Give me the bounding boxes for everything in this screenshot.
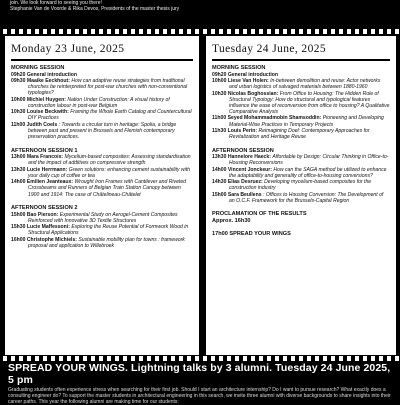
film-perforation bbox=[115, 356, 119, 361]
film-perforation bbox=[203, 29, 207, 34]
film-perforation bbox=[131, 29, 135, 34]
entry-speaker: General introduction bbox=[227, 71, 278, 78]
film-perforation bbox=[75, 356, 79, 361]
film-perforation bbox=[179, 29, 183, 34]
film-perforation bbox=[323, 356, 327, 361]
entry-time: 13h30 bbox=[11, 166, 26, 173]
film-perforation bbox=[27, 356, 31, 361]
monday-afternoon2-list bbox=[11, 212, 193, 249]
entry-speaker: Maaike Eeckhout: bbox=[26, 78, 70, 85]
entry-title: Exploring the Reuse Potential of Formwork Wood in Structural Applications bbox=[28, 224, 189, 237]
film-perforation bbox=[19, 356, 23, 361]
schedule-entry bbox=[11, 122, 193, 140]
film-perforation bbox=[275, 29, 279, 34]
film-perforation bbox=[227, 356, 231, 361]
schedule-entry bbox=[212, 167, 390, 179]
monday-morning-list bbox=[11, 72, 193, 141]
schedule-entry bbox=[11, 167, 193, 179]
proclamation-time: Approx. 16h30 bbox=[212, 218, 251, 225]
film-perforation bbox=[219, 29, 223, 34]
intro-text bbox=[10, 0, 395, 12]
film-perforation bbox=[227, 29, 231, 34]
film-perforation bbox=[211, 356, 215, 361]
film-perforation bbox=[235, 29, 239, 34]
entry-title: Affordable by Design: Circular Thinking in Office-to-Housing Reconversions bbox=[229, 154, 389, 167]
film-perforation bbox=[259, 29, 263, 34]
entry-title: Mycelium-based composites: Assessing standardisation and the impact of additives on compressive strength bbox=[28, 154, 191, 167]
schedule-entry bbox=[11, 212, 193, 224]
film-perforation bbox=[179, 356, 183, 361]
film-perforation bbox=[347, 356, 351, 361]
entry-speaker: Michiel Huygen: bbox=[26, 96, 66, 103]
film-perforation bbox=[259, 356, 263, 361]
monday-morning-heading: MORNING SESSION bbox=[11, 65, 65, 71]
entry-time: 13h30 bbox=[212, 154, 227, 161]
film-perforation bbox=[107, 356, 111, 361]
film-perforation bbox=[395, 356, 399, 361]
film-perforation bbox=[243, 356, 247, 361]
film-perforation bbox=[139, 356, 143, 361]
schedule-entry bbox=[11, 72, 193, 78]
entry-speaker: Elias Desruez: bbox=[227, 179, 263, 186]
film-perforation bbox=[171, 356, 175, 361]
schedule-entry bbox=[11, 179, 193, 197]
film-perforation bbox=[315, 29, 319, 34]
entry-speaker: Christophe Michiels: bbox=[26, 236, 77, 243]
film-perforation bbox=[155, 29, 159, 34]
entry-speaker: Sara Beullens bbox=[227, 191, 262, 198]
film-perforation bbox=[123, 29, 127, 34]
schedule-entry bbox=[212, 78, 390, 90]
entry-speaker: Louise Beckwith: bbox=[26, 109, 69, 116]
entry-time: 16h00 bbox=[11, 236, 26, 243]
filmstrip-top bbox=[0, 28, 400, 36]
entry-time: 10h30 bbox=[11, 109, 26, 116]
film-perforation bbox=[67, 356, 71, 361]
entry-speaker: Seyed Mohammadmobin Shamsoddin: bbox=[227, 115, 322, 122]
entry-time: 11h00 bbox=[11, 121, 26, 128]
film-perforation bbox=[3, 29, 7, 34]
film-perforation bbox=[203, 356, 207, 361]
film-perforation bbox=[267, 356, 271, 361]
entry-time: 09h20 bbox=[212, 71, 227, 78]
film-perforation bbox=[171, 29, 175, 34]
entry-title: Pioneering and Developing Material-Wise Practices in Temporary Projects bbox=[229, 115, 384, 128]
film-perforation bbox=[27, 29, 31, 34]
film-perforation bbox=[107, 29, 111, 34]
film-perforation bbox=[243, 29, 247, 34]
proclamation-heading: PROCLAMATION OF THE RESULTS bbox=[212, 211, 307, 218]
film-perforation bbox=[387, 29, 391, 34]
monday-afternoon2-heading: AFTERNOON SESSION 2 bbox=[11, 205, 78, 211]
tuesday-afternoon-list bbox=[212, 154, 390, 204]
film-perforation bbox=[315, 356, 319, 361]
schedule-entry bbox=[11, 78, 193, 96]
film-perforation bbox=[91, 356, 95, 361]
entry-title: : Offices to Housing Conversion: The Development of an O.C.F. Framework for the Brussels-Capital Region bbox=[229, 191, 384, 204]
entry-time: 15h30 bbox=[11, 224, 26, 231]
entry-speaker: Louis Perin: bbox=[227, 128, 258, 134]
monday-column bbox=[5, 36, 199, 357]
tuesday-column bbox=[206, 36, 396, 357]
entry-speaker: Liese Van Holen: bbox=[227, 78, 269, 85]
entry-speaker: Vincent Jonckeur: bbox=[227, 166, 272, 173]
film-perforation bbox=[371, 29, 375, 34]
film-perforation bbox=[163, 29, 167, 34]
film-perforation bbox=[339, 29, 343, 34]
entry-title: Framing the Whole Earth Catalog and Countercultural DIY Practices bbox=[28, 109, 192, 122]
entry-speaker: Mara Francois: bbox=[26, 154, 64, 161]
film-perforation bbox=[275, 356, 279, 361]
film-perforation bbox=[83, 356, 87, 361]
film-perforation bbox=[75, 29, 79, 34]
entry-speaker: General introduction bbox=[26, 71, 77, 78]
film-perforation bbox=[139, 29, 143, 34]
film-perforation bbox=[195, 356, 199, 361]
film-perforation bbox=[235, 356, 239, 361]
entry-title: Green solutions: enhancing cement sustainability with your daily cup of coffee or tea bbox=[28, 166, 190, 179]
film-perforation bbox=[147, 356, 151, 361]
film-perforation bbox=[43, 356, 47, 361]
film-perforation bbox=[267, 29, 271, 34]
film-perforation bbox=[339, 356, 343, 361]
entry-title: Reimagining Doel: Contemporary Approaches for Revitalization and Heritage Reuse bbox=[229, 128, 370, 141]
film-perforation bbox=[195, 29, 199, 34]
entry-title: Wrought Iron Frames with Cantilever and Riveted Crossbeams and Runners of Belgian Train Station Canopy between 1900 and 1914: The case of Châtelineau-Châtelet bbox=[28, 179, 186, 198]
entry-title: How can the SAGA method be utilized to enhance the adaptability and generality of office-to-housing conversions? bbox=[229, 166, 387, 179]
film-perforation bbox=[11, 356, 15, 361]
film-perforation bbox=[147, 29, 151, 34]
film-perforation bbox=[43, 29, 47, 34]
monday-heading: Monday 23 June, 2025 bbox=[11, 42, 193, 61]
film-perforation bbox=[363, 356, 367, 361]
film-perforation bbox=[387, 356, 391, 361]
schedule-entry bbox=[11, 109, 193, 121]
film-perforation bbox=[363, 29, 367, 34]
schedule-entry bbox=[11, 97, 193, 109]
footer-text: Graduating students often experience stress when searching for their first job. Should I start an architecture internship? Do I want to pursue research? What exactly does a consulting engineer do? To support the master students in architectural engineering in this search, we invite three alumni with diverse backgrounds to share insights into their career paths. This year the following alumni are making time for our students: bbox=[8, 387, 391, 405]
film-perforation bbox=[395, 29, 399, 34]
entry-time: 11h00 bbox=[212, 115, 227, 122]
footer bbox=[8, 362, 396, 405]
schedule-entry bbox=[212, 154, 390, 166]
film-perforation bbox=[371, 356, 375, 361]
entry-title: How can adaptive reuse strategies from traditional churches be reinterpreted for post-war churches with non-conventional typologies? bbox=[28, 78, 188, 97]
closing-event: 17h00 SPREAD YOUR WINGS bbox=[212, 230, 291, 237]
film-perforation bbox=[331, 29, 335, 34]
entry-title: In-between demolition and reuse: Actor networks and urban logistics of salvaged materials between 1880-1960 bbox=[229, 78, 381, 91]
footer-title: SPREAD YOUR WINGS. Lightning talks by 3 alumni. Tuesday 24 June 2025, 5 pm bbox=[8, 362, 391, 386]
schedule-entry bbox=[212, 72, 390, 78]
tuesday-afternoon-heading: AFTERNOON SESSION bbox=[212, 147, 274, 154]
entry-speaker: Bao Pierson: bbox=[26, 211, 59, 218]
schedule-entry bbox=[212, 91, 390, 115]
entry-time: 13h00 bbox=[11, 154, 26, 161]
entry-time: 09h30 bbox=[11, 78, 26, 85]
entry-time: 14h30 bbox=[212, 179, 227, 186]
tuesday-heading: Tuesday 24 June, 2025 bbox=[212, 42, 390, 61]
entry-time: 10h00 bbox=[11, 96, 26, 103]
entry-title: Experimental Study on Aerogel-Cement Composites Reinforced with Innovative 3D Textile Structures bbox=[28, 211, 178, 224]
film-perforation bbox=[379, 356, 383, 361]
film-perforation bbox=[187, 29, 191, 34]
entry-speaker: Lucie Maffessoni: bbox=[26, 224, 70, 231]
film-perforation bbox=[299, 29, 303, 34]
entry-speaker: Emilien Jeanteaux: bbox=[26, 179, 74, 186]
film-perforation bbox=[115, 29, 119, 34]
tuesday-morning-heading: MORNING SESSION bbox=[212, 65, 266, 71]
film-perforation bbox=[283, 29, 287, 34]
tuesday-morning-list bbox=[212, 72, 390, 141]
film-perforation bbox=[51, 356, 55, 361]
film-perforation bbox=[99, 29, 103, 34]
film-perforation bbox=[291, 29, 295, 34]
entry-time: 14h00 bbox=[11, 179, 26, 186]
film-perforation bbox=[19, 29, 23, 34]
monday-afternoon1-list bbox=[11, 154, 193, 197]
entry-title: : Towards a circular turn in heritage: Spolia, a bridge between past and present in Brussels and Flemish contemporary preservation practices. bbox=[28, 121, 177, 141]
film-perforation bbox=[51, 29, 55, 34]
film-perforation bbox=[155, 356, 159, 361]
film-perforation bbox=[59, 356, 63, 361]
entry-speaker: Nicolas Boghossian: bbox=[227, 90, 279, 97]
film-perforation bbox=[123, 356, 127, 361]
film-perforation bbox=[251, 356, 255, 361]
film-perforation bbox=[347, 29, 351, 34]
film-perforation bbox=[219, 356, 223, 361]
schedule-entry bbox=[11, 237, 193, 249]
film-perforation bbox=[355, 29, 359, 34]
intro-line: join. We look forward to seeing you there! bbox=[10, 0, 102, 6]
entry-time: 11h30 bbox=[212, 128, 227, 134]
entry-speaker: Lucie Herrmann: bbox=[26, 166, 68, 173]
entry-title: Developing mycelium-based composites for the construction industry bbox=[229, 179, 372, 192]
schedule-entry bbox=[11, 154, 193, 166]
film-perforation bbox=[323, 29, 327, 34]
entry-time: 09h20 bbox=[11, 71, 26, 78]
film-perforation bbox=[355, 356, 359, 361]
schedule-entry bbox=[212, 128, 390, 140]
entry-time: 10h00 bbox=[212, 78, 227, 85]
entry-time: 15h00 bbox=[212, 191, 227, 198]
film-perforation bbox=[299, 356, 303, 361]
intro-signature: Stephanie Van de Voorde & Rika Devos, Presidents of the master thesis jury bbox=[10, 6, 180, 12]
film-perforation bbox=[11, 29, 15, 34]
film-perforation bbox=[307, 29, 311, 34]
entry-time: 14h00 bbox=[212, 166, 227, 173]
film-perforation bbox=[331, 356, 335, 361]
schedule-entry bbox=[212, 192, 390, 204]
film-perforation bbox=[59, 29, 63, 34]
schedule-entry bbox=[212, 179, 390, 191]
entry-title: From Office to Housing: The Hidden Role of Structural Typology: How do structural and typological features influence the ease of reconversion from office to housing? A Qualitative Comparative Analysis bbox=[229, 90, 390, 115]
schedule-entry bbox=[212, 115, 390, 127]
film-perforation bbox=[35, 356, 39, 361]
film-perforation bbox=[99, 356, 103, 361]
film-perforation bbox=[283, 356, 287, 361]
film-perforation bbox=[187, 356, 191, 361]
entry-time: 10h30 bbox=[212, 90, 227, 97]
entry-title: Nation Under Construction: A visual history of construction labour in post-war Belgium bbox=[28, 96, 170, 109]
film-perforation bbox=[211, 29, 215, 34]
film-perforation bbox=[131, 356, 135, 361]
entry-time: 15h00 bbox=[11, 211, 26, 218]
film-perforation bbox=[291, 356, 295, 361]
film-perforation bbox=[35, 29, 39, 34]
film-perforation bbox=[251, 29, 255, 34]
entry-title: Sustainable mobility plan for towns : framework proposal and application to Willebroek bbox=[28, 236, 185, 249]
film-perforation bbox=[91, 29, 95, 34]
film-perforation bbox=[83, 29, 87, 34]
entry-speaker: Judith Coels bbox=[26, 121, 58, 128]
film-perforation bbox=[163, 356, 167, 361]
entry-speaker: Hannelore Haeck: bbox=[227, 154, 271, 161]
schedule-entry bbox=[11, 224, 193, 236]
film-perforation bbox=[67, 29, 71, 34]
film-perforation bbox=[307, 356, 311, 361]
monday-afternoon1-heading: AFTERNOON SESSION 1 bbox=[11, 147, 78, 154]
film-perforation bbox=[3, 356, 7, 361]
film-perforation bbox=[379, 29, 383, 34]
